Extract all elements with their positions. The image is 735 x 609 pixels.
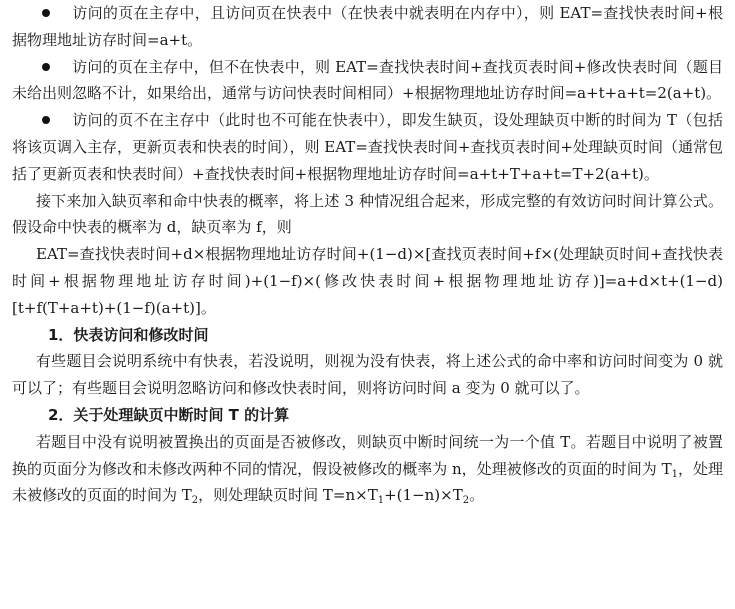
- eat-formula: EAT=查找快表时间+d×根据物理地址访存时间+(1−d)×[查找页表时间+f×(处理缺页时间+查找快表时间+根据物理地址访存时间)+(1−f)×(修改快表时间+根据物理地址访存)]=a+d×t+(1−d)[t+f(T+a+t)+(1−f)(a+t)]。: [12, 245, 723, 317]
- bullet-item-1: [12, 0, 723, 54]
- bullet-dot-icon: [42, 116, 50, 124]
- intro-paragraph: 接下来加入缺页率和命中快表的概率，将上述 3 种情况组合起来，形成完整的有效访问时间计算公式。假设命中快表的概率为 d，缺页率为 f，则: [12, 191, 723, 237]
- bullet-item-2: [12, 54, 723, 108]
- subscript: 1: [671, 468, 678, 480]
- section-heading-1: 1．快表访问和修改时间: [48, 325, 209, 344]
- bullet-dot-icon: [42, 9, 50, 17]
- subscript: 2: [462, 495, 470, 507]
- bullet-item-3: [12, 107, 723, 187]
- bullet-text-2: 访问的页在主存中，但不在快表中，则 EAT=查找快表时间+查找页表时间+修改快表时间（题目未给出则忽略不计，如果给出，通常与访问快表时间相同）+根据物理地址访存时间=a+t+a+t=2(a+t)。: [12, 57, 723, 103]
- section2-text-d: +(1−n)×T: [384, 486, 463, 505]
- section2-text-a: 若题目中没有说明被置换出的页面是否被修改，则缺页中断时间统一为一个值 T。若题目中说明了被置换的页面分为修改和未修改两种不同的情况，假设被修改的概率为 n，处理被修改的页面的时间为 T: [12, 432, 723, 478]
- section-body-2: [12, 429, 723, 509]
- bullet-text-1: 访问的页在主存中，且访问页在快表中（在快表中就表明在内存中），则 EAT=查找快表时间+根据物理地址访存时间=a+t。: [12, 4, 723, 49]
- section-body-1: 有些题目会说明系统中有快表，若没说明，则视为没有快表，将上述公式的命中率和访问时间变为 0 就可以了；有些题目会说明忽略访问和修改快表时间，则将访问时间 a 变为 0 就可以了。: [12, 352, 723, 398]
- section-heading-2: 2．关于处理缺页中断时间 T 的计算: [48, 405, 290, 424]
- bullet-text-3: 访问的页不在主存中（此时也不可能在快表中），即发生缺页，设处理缺页中断的时间为 T（包括将该页调入主存，更新页表和快表的时间），则 EAT=查找快表时间+查找页表时间+处理缺页时间（通常包括了更新页表和快表时间）+查找快表时间+根据物理地址访存时间=a+t+T+a+t=T+2(a+t)。: [12, 111, 723, 183]
- subscript: 2: [191, 495, 199, 507]
- bullet-dot-icon: [42, 63, 50, 71]
- section2-text-c: ，则处理缺页时间 T=n×T: [198, 486, 378, 505]
- section2-text-b: ，处理未被修改的页面的时间为 T: [12, 459, 723, 505]
- subscript: 1: [377, 495, 385, 507]
- section2-text-e: 。: [469, 486, 485, 505]
